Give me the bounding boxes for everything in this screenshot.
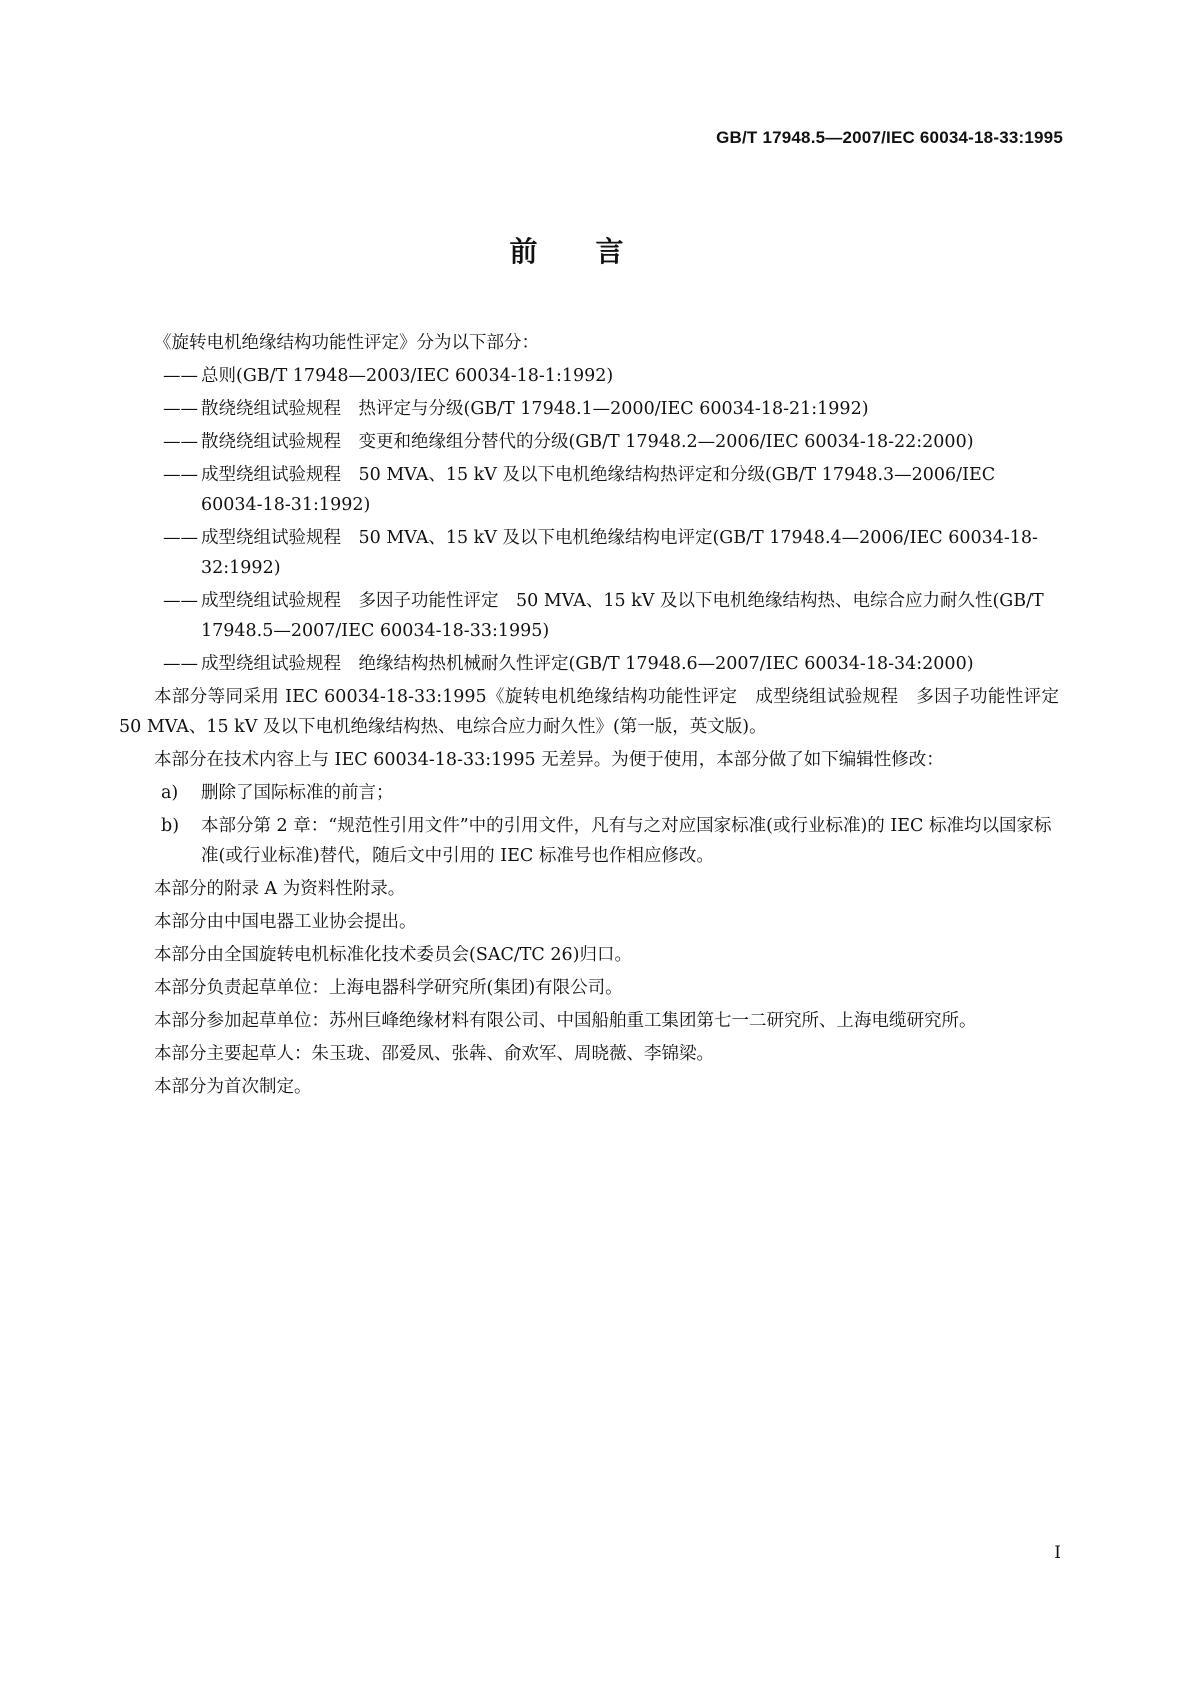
dash-marker: —— [163,528,198,548]
lead-drafter-paragraph: 本部分负责起草单位：上海电器科学研究所(集团)有限公司。 [154,978,623,998]
proposer-paragraph: 本部分由中国电器工业协会提出。 [154,912,417,932]
part-item [119,586,1059,646]
dash-marker: —— [163,591,198,611]
dash-marker: —— [163,399,198,419]
part-text: 成型绕组试验规程 50 MVA、15 kV 及以下电机绝缘结构电评定(GB/T 17948.4—2006/IEC 60034-18-32:1992) [201,528,1038,578]
part-item [119,460,1059,520]
committee-paragraph: 本部分由全国旋转电机标准化技术委员会(SAC/TC 26)归口。 [154,945,632,965]
part-item [119,427,1059,457]
part-text: 成型绕组试验规程 50 MVA、15 kV 及以下电机绝缘结构热评定和分级(GB/T 17948.3—2006/IEC 60034-18-31:1992) [201,465,996,515]
list-marker: b) [161,816,180,836]
edit-text: 删除了国际标准的前言； [201,783,394,803]
part-item [119,649,1059,679]
part-text: 成型绕组试验规程 绝缘结构热机械耐久性评定(GB/T 17948.6—2007/IEC 60034-18-34:2000) [201,654,974,674]
first-edition-paragraph: 本部分为首次制定。 [154,1077,312,1097]
part-text: 散绕绕组试验规程 热评定与分级(GB/T 17948.1—2000/IEC 60034-18-21:1992) [201,399,869,419]
edit-text: 本部分第 2 章：“规范性引用文件”中的引用文件，凡有与之对应国家标准(或行业标准)的 IEC 标准均以国家标准(或行业标准)替代，随后文中引用的 IEC 标准号也作相应修改。 [201,816,1052,866]
dash-marker: —— [163,465,198,485]
intro-paragraph: 《旋转电机绝缘结构功能性评定》分为以下部分： [154,333,539,353]
foreword-body [119,328,1077,1105]
dash-marker: —— [163,654,198,674]
standard-code-header: GB/T 17948.5—2007/IEC 60034-18-33:1995 [716,128,1063,147]
dash-marker: —— [163,366,198,386]
list-marker: a) [161,783,179,803]
part-text: 总则(GB/T 17948—2003/IEC 60034-18-1:1992) [201,366,614,386]
drafters-paragraph: 本部分主要起草人：朱玉珑、邵爱凤、张犇、俞欢军、周晓薇、李锦梁。 [154,1044,714,1064]
participants-paragraph: 本部分参加起草单位：苏州巨峰绝缘材料有限公司、中国船舶重工集团第七一二研究所、上海电缆研究所。 [154,1011,977,1031]
part-item [119,523,1059,583]
differences-paragraph: 本部分在技术内容上与 IEC 60034-18-33:1995 无差异。为便于使用，本部分做了如下编辑性修改： [154,750,944,770]
adoption-paragraph: 本部分等同采用 IEC 60034-18-33:1995《旋转电机绝缘结构功能性评定 成型绕组试验规程 多因子功能性评定 50 MVA、15 kV 及以下电机绝缘结构热、电综合应力耐久性》(第一版，英文版)。 [119,687,1077,737]
dash-marker: —— [163,432,198,452]
edit-item [119,778,1059,808]
part-item [119,361,1059,391]
page-title: 前言 [509,235,682,268]
annex-paragraph: 本部分的附录 A 为资料性附录。 [154,879,406,899]
page-number: I [1054,1543,1061,1563]
part-text: 散绕绕组试验规程 变更和绝缘组分替代的分级(GB/T 17948.2—2006/IEC 60034-18-22:2000) [201,432,974,452]
part-item [119,394,1059,424]
edit-item [119,811,1059,871]
part-text: 成型绕组试验规程 多因子功能性评定 50 MVA、15 kV 及以下电机绝缘结构热、电综合应力耐久性(GB/T 17948.5—2007/IEC 60034-18-33:1995) [201,591,1044,641]
